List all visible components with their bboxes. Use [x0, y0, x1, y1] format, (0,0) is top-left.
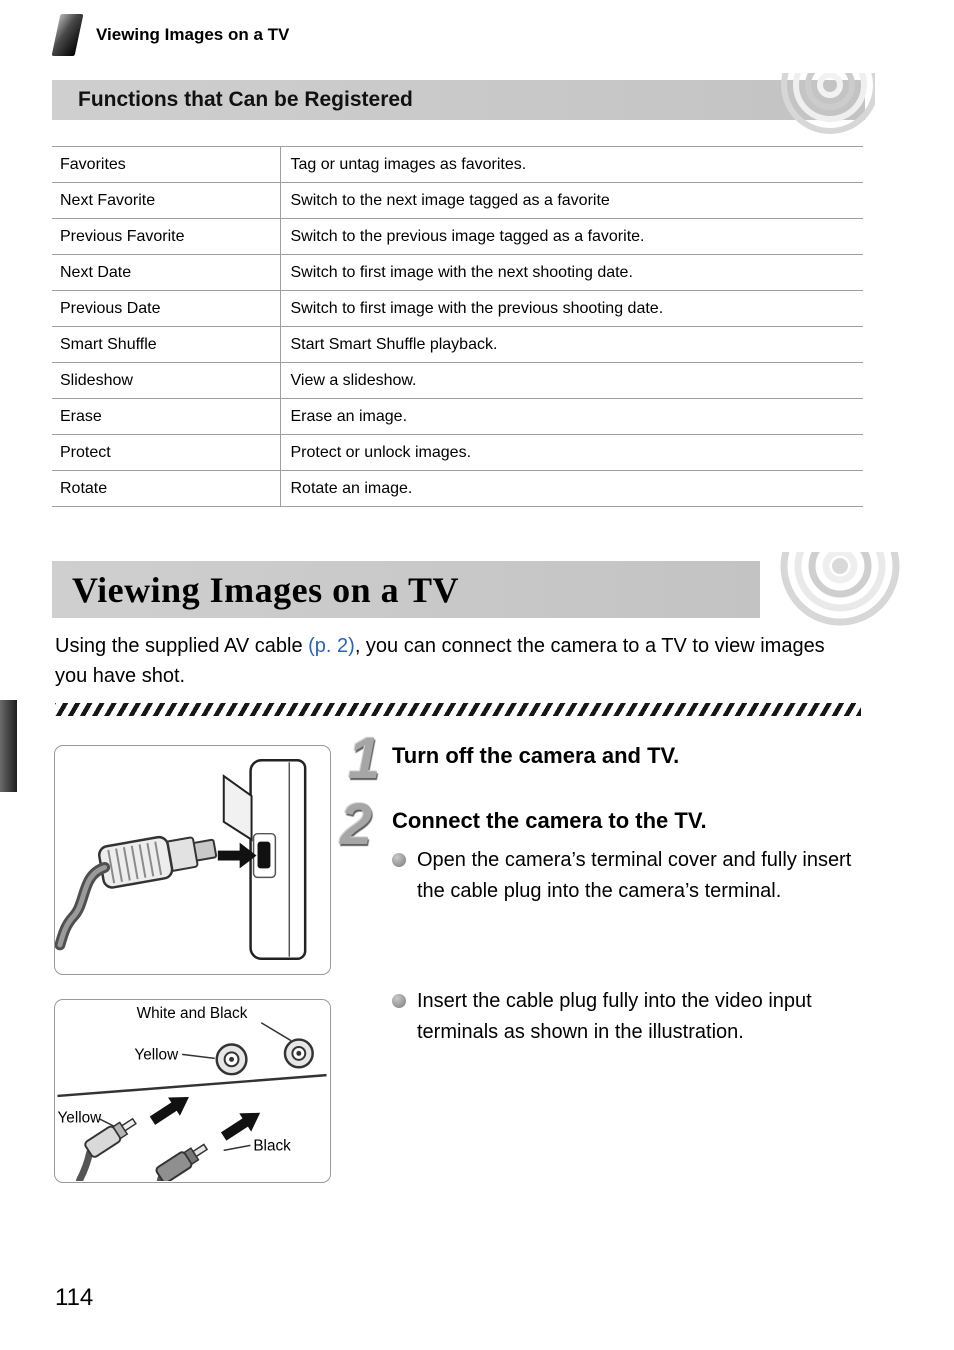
ripple-decoration-icon	[725, 73, 875, 151]
table-row	[52, 363, 863, 399]
function-name-cell: Rotate	[52, 471, 280, 507]
camera-terminal-drawing	[55, 746, 329, 973]
function-description-cell: Erase an image.	[280, 399, 863, 435]
function-description-cell: Tag or untag images as favorites.	[280, 147, 863, 183]
table-row	[52, 255, 863, 291]
table-row	[52, 219, 863, 255]
running-header-title: Viewing Images on a TV	[96, 25, 290, 44]
function-description-cell: Start Smart Shuffle playback.	[280, 327, 863, 363]
arrow-icon	[147, 1088, 195, 1130]
table-row	[52, 291, 863, 327]
av-cable-illustration	[54, 999, 331, 1183]
functions-section-title: Functions that Can be Registered	[78, 88, 413, 111]
label-white-and-black: White and Black	[136, 1004, 248, 1022]
label-yellow-jack: Yellow	[134, 1046, 179, 1064]
function-description-cell: Switch to first image with the previous shooting date.	[280, 291, 863, 327]
table-row	[52, 399, 863, 435]
function-name-cell: Previous Favorite	[52, 219, 280, 255]
function-description-cell: Rotate an image.	[280, 471, 863, 507]
function-name-cell: Favorites	[52, 147, 280, 183]
function-name-cell: Smart Shuffle	[52, 327, 280, 363]
step-title: Connect the camera to the TV.	[392, 808, 707, 833]
function-description-cell: Switch to first image with the next shooting date.	[280, 255, 863, 291]
function-name-cell: Erase	[52, 399, 280, 435]
function-description-cell: Switch to the previous image tagged as a favorite.	[280, 219, 863, 255]
function-description-cell: View a slideshow.	[280, 363, 863, 399]
table-row	[52, 327, 863, 363]
tv-section-title: Viewing Images on a TV	[72, 569, 460, 610]
page-number: 114	[55, 1284, 94, 1311]
step-title: Turn off the camera and TV.	[392, 743, 680, 768]
intro-paragraph	[55, 631, 855, 691]
functions-section-banner	[52, 80, 865, 120]
bullet-icon	[392, 994, 406, 1008]
function-description-cell: Switch to the next image tagged as a favorite	[280, 183, 863, 219]
table-row	[52, 471, 863, 507]
instruction-bullet	[392, 845, 854, 907]
av-cable-drawing	[55, 1000, 329, 1181]
intro-text-after: , you can connect the camera to a TV to view images you have shot.	[55, 635, 825, 687]
table-row	[52, 147, 863, 183]
chapter-edge-tab	[0, 700, 17, 792]
table-row	[52, 435, 863, 471]
hatched-divider	[55, 703, 861, 716]
function-description-cell: Protect or unlock images.	[280, 435, 863, 471]
function-name-cell: Protect	[52, 435, 280, 471]
step-number: 2	[340, 792, 373, 857]
step-number: 1	[348, 726, 381, 791]
function-name-cell: Next Date	[52, 255, 280, 291]
function-name-cell: Previous Date	[52, 291, 280, 327]
functions-table	[52, 146, 863, 507]
camera-terminal-illustration	[54, 745, 331, 975]
function-name-cell: Next Favorite	[52, 183, 280, 219]
page-reference-link[interactable]: (p. 2)	[308, 635, 355, 657]
bullet-icon	[392, 853, 406, 867]
page-corner-tab-icon	[52, 14, 84, 56]
label-yellow-plug: Yellow	[57, 1109, 102, 1127]
intro-text-before: Using the supplied AV cable	[55, 635, 309, 657]
tv-section-banner	[52, 561, 760, 618]
instruction-bullet	[392, 986, 872, 1048]
function-name-cell: Slideshow	[52, 363, 280, 399]
bullet-text: Insert the cable plug fully into the video input terminals as shown in the illustration.	[417, 990, 812, 1043]
label-black-plug: Black	[253, 1137, 291, 1155]
bullet-text: Open the camera’s terminal cover and fully insert the cable plug into the camera’s terminal.	[417, 849, 852, 902]
table-row	[52, 183, 863, 219]
